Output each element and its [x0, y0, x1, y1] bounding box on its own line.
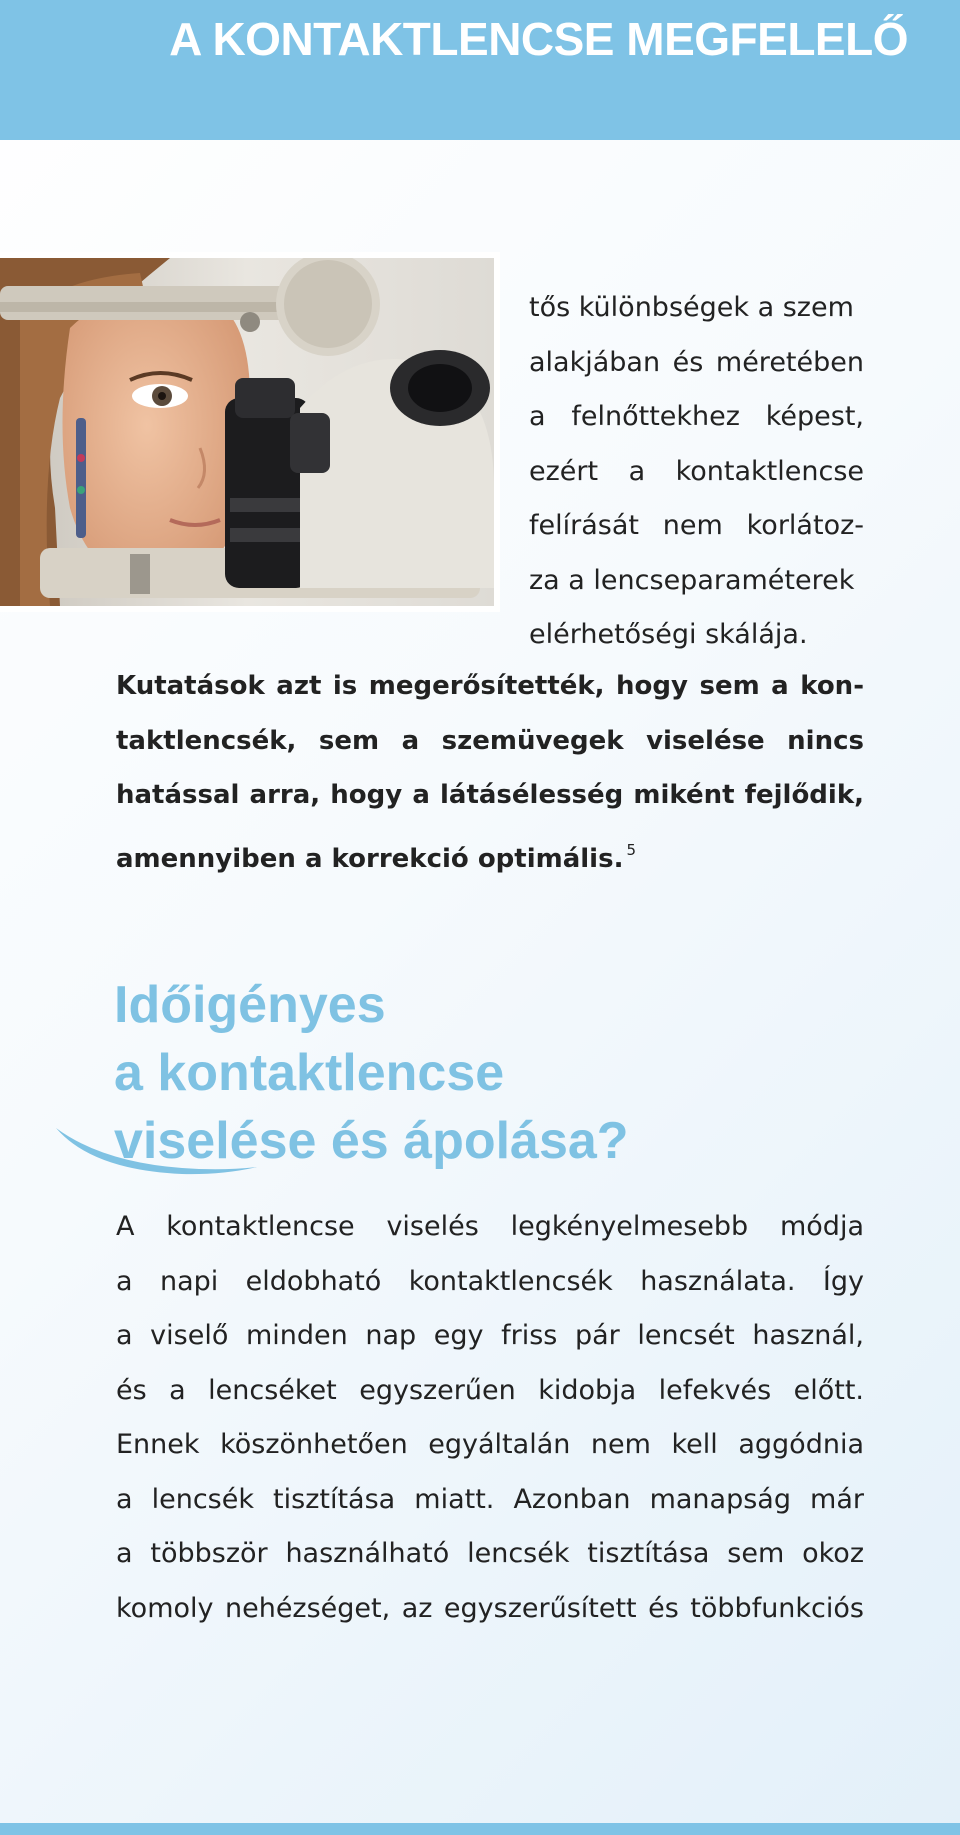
- text-line: a viselő minden nap egy friss pár lencsét használ,: [116, 1320, 864, 1351]
- text-line: a felnőttekhez képest,: [529, 401, 864, 432]
- bottom-bar: [0, 1823, 960, 1835]
- eye-exam-photo-icon: [0, 258, 494, 606]
- text-line: és a lencséket egyszerűen kidobja lefekvés előtt.: [116, 1374, 864, 1406]
- text-line: komoly nehézséget, az egyszerűsített és többfunkciós: [116, 1592, 864, 1624]
- text-line: felírását nem korlátoz-: [529, 510, 864, 541]
- text-line: Ennek köszönhetően egyáltalán nem kell aggódnia: [116, 1429, 864, 1460]
- text-line: hatással arra, hogy a látásélesség miként fejlődik,: [116, 780, 864, 810]
- body-paragraph: [116, 1200, 864, 1636]
- text-line: Kutatások azt is megerősítették, hogy sem a kon-: [116, 671, 864, 701]
- text-line: ezért a kontaktlencse: [529, 455, 864, 487]
- header-band: [0, 0, 960, 140]
- swoosh-decoration-icon: [52, 1122, 262, 1182]
- text-line: tős különbségek a szem: [529, 292, 854, 323]
- text-line: A kontaktlencse viselés legkényelmesebb módja: [116, 1211, 864, 1242]
- text-line: elérhetőségi skálája.: [529, 619, 808, 650]
- heading-line: viselése és ápolása?: [114, 1112, 629, 1170]
- text-line: taktlencsék, sem a szemüvegek viselése nincs: [116, 725, 864, 756]
- text-line-content: amennyiben a korrekció optimális.: [116, 843, 624, 874]
- intro-paragraph: [529, 281, 864, 663]
- emphasis-paragraph: [116, 659, 864, 886]
- text-line: alakjában és méretében: [529, 346, 864, 378]
- heading-line: a kontaktlencse: [114, 1044, 505, 1102]
- text-line: a lencsék tisztítása miatt. Azonban manapság már: [116, 1483, 864, 1515]
- footnote-marker: 5: [626, 840, 636, 859]
- text-line: za a lencseparaméterek: [529, 564, 855, 596]
- photo-frame: [0, 252, 500, 612]
- heading-line: Időigényes: [114, 976, 386, 1034]
- text-line: [116, 823, 864, 887]
- text-line: a többször használható lencsék tisztítása sem okoz: [116, 1538, 864, 1569]
- page-title: A KONTAKTLENCSE MEGFELELŐ: [169, 13, 908, 65]
- text-line: a napi eldobható kontaktlencsék használata. Így: [116, 1265, 864, 1297]
